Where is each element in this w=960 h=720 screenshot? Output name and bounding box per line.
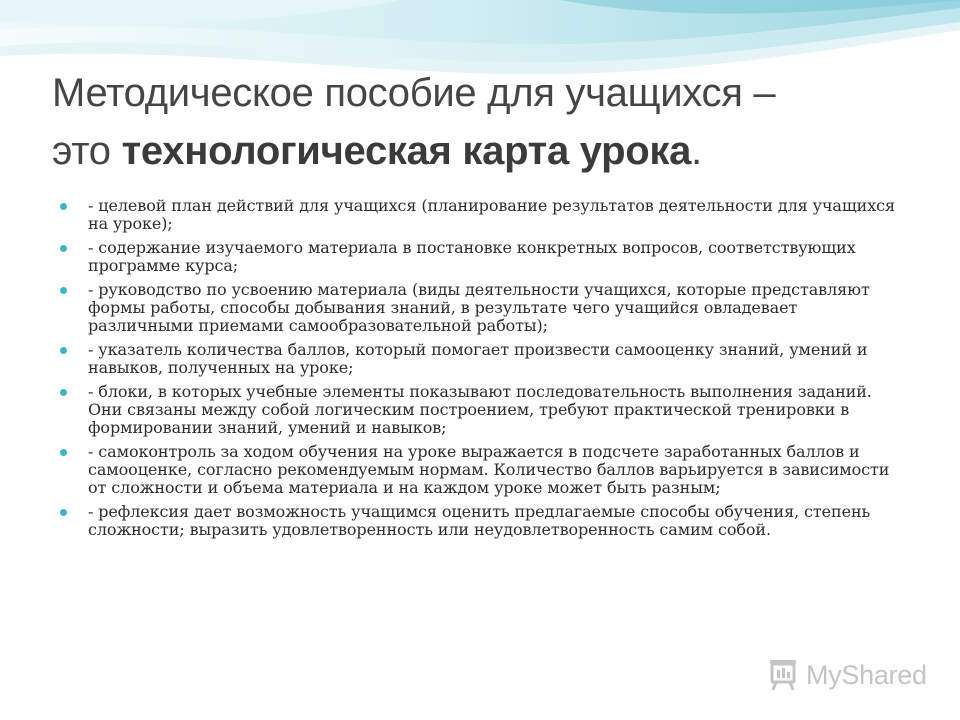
title-line-1: Методическое пособие для учащихся – [52, 71, 776, 115]
list-item [60, 197, 906, 233]
list-item [60, 281, 906, 335]
bullet-dot-icon [60, 347, 67, 354]
bullet-dot-icon [60, 389, 67, 396]
bullet-dot-icon [60, 287, 67, 294]
list-item [60, 383, 906, 437]
presentation-board-icon [766, 658, 800, 692]
bullet-dot-icon [60, 245, 67, 252]
list-item-text: - указатель количества баллов, который помогает произвести самооценку знаний, умений и навыков, полученных на уроке; [88, 340, 868, 377]
myshared-watermark [766, 655, 927, 695]
bullet-dot-icon [60, 203, 67, 210]
bullet-dot-icon [60, 509, 67, 516]
title-plain-text: это [52, 129, 111, 173]
list-item-text: - содержание изучаемого материала в постановке конкретных вопросов, соответствующих программе курса; [88, 238, 856, 275]
list-item [60, 239, 906, 275]
title-bold-text: технологическая карта урока [121, 129, 692, 173]
list-item [60, 341, 906, 377]
list-item-text: - руководство по усвоению материала (виды деятельности учащихся, которые представляют формы работы, способы добывания знаний, в результате чего учащийся овладевает различными приемами самообразовательной работы); [88, 280, 870, 335]
slide-title [52, 64, 932, 180]
watermark-text: MyShared [806, 659, 927, 690]
list-item-text: - блоки, в которых учебные элементы показывают последовательность выполнения заданий. Они связаны между собой логическим построением, требуют практической тренировки в формировании знаний, умений и навыков; [88, 382, 872, 437]
bullet-list [60, 197, 906, 545]
list-item [60, 503, 906, 539]
list-item-text: - самоконтроль за ходом обучения на уроке выражается в подсчете заработанных баллов и самооценке, согласно рекомендуемым нормам. Количество баллов варьируется в зависимости от сложности и объема материала и на каждом уроке может быть разным; [88, 442, 890, 497]
list-item [60, 443, 906, 497]
title-line-2 [52, 122, 932, 180]
list-item-text: - целевой план действий для учащихся (планирование результатов деятельности для учащихся на уроке); [88, 196, 895, 233]
bullet-dot-icon [60, 449, 67, 456]
title-end-punct: . [691, 129, 702, 173]
list-item-text: - рефлексия дает возможность учащимся оценить предлагаемые способы обучения, степень сложности; выразить удовлетворенность или неудовлетворенность самим собой. [88, 502, 871, 539]
